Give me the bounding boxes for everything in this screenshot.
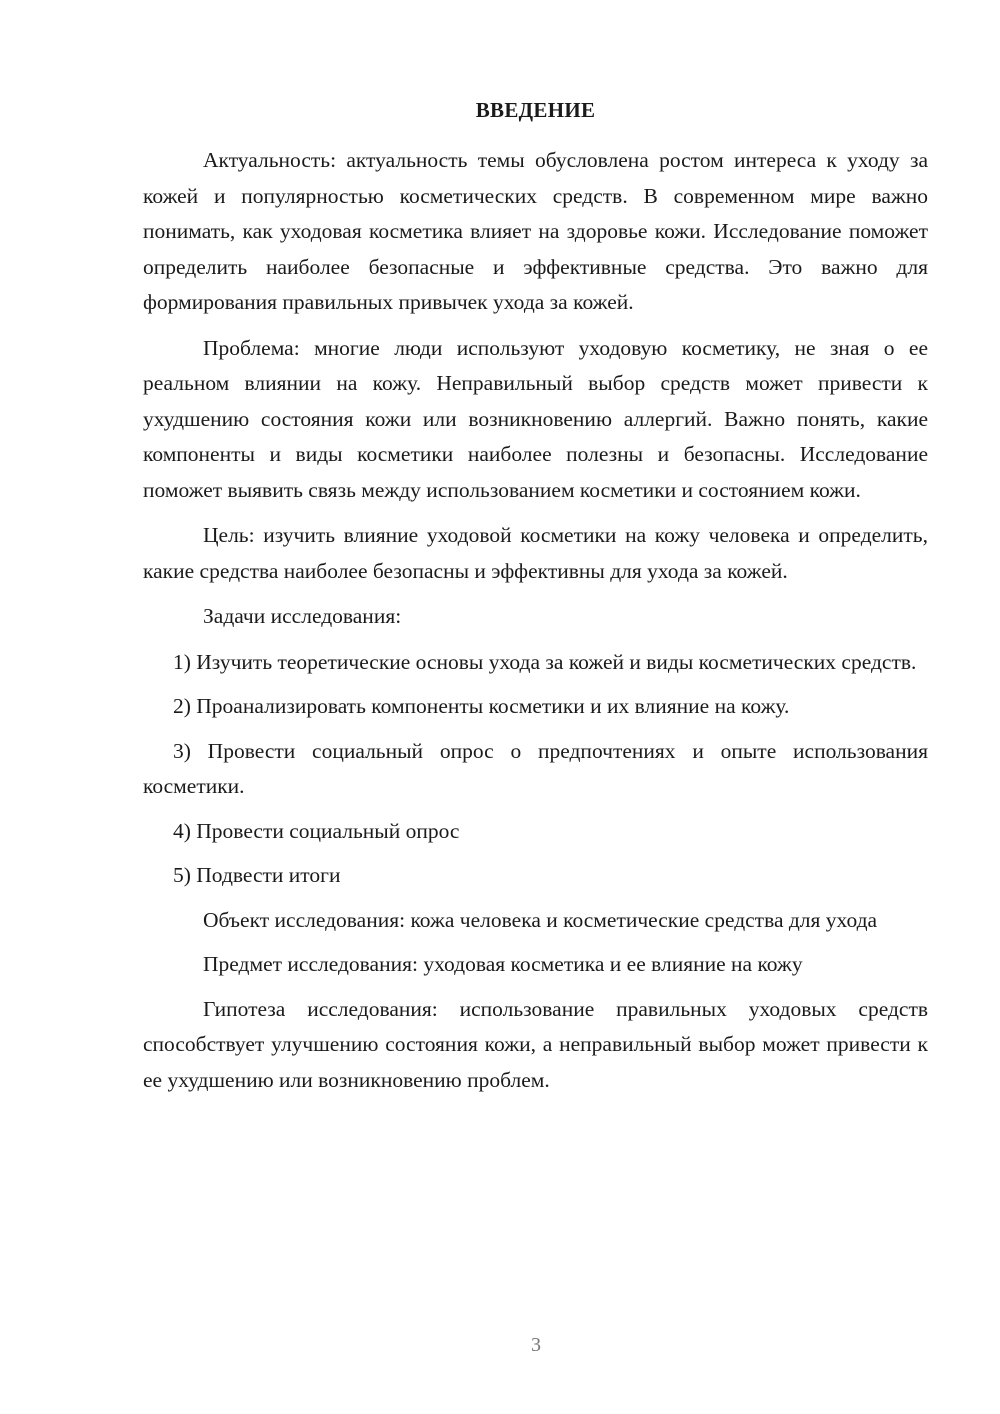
subject-paragraph: Предмет исследования: уходовая косметика и ее влияние на кожу [203, 952, 803, 976]
task-item-2: 2) Проанализировать компоненты косметики и их влияние на кожу. [173, 694, 790, 718]
object-paragraph: Объект исследования: кожа человека и косметические средства для ухода [203, 907, 878, 932]
task-item-3: 3) Провести социальный опрос о предпочтениях и опыте использования косметики. [143, 738, 928, 798]
problem-paragraph: Проблема: многие люди используют уходовую косметику, не зная о ее реальном влиянии на кожу. Неправильный выбор средств может привести к ухудшению состояния кожи или возникновению аллергий. Важно понять, какие компоненты и виды косметики наиболее полезны и безопасны. Исследование поможет выявить связь между использованием косметики и состоянием кожи. [143, 335, 928, 502]
task-item-4: 4) Провести социальный опрос [173, 818, 460, 843]
page-number: 3 [531, 1334, 541, 1356]
hypothesis-paragraph: Гипотеза исследования: использование правильных уходовых средств способствует улучшению состояния кожи, а неправильный выбор может привести к ее ухудшению или возникновению проблем. [143, 996, 928, 1092]
task-item-5: 5) Подвести итоги [173, 863, 341, 887]
relevance-paragraph: Актуальность: актуальность темы обусловлена ростом интереса к уходу за кожей и популярностью косметических средств. В современном мире важно понимать, как уходовая косметика влияет на здоровье кожи. Исследование поможет определить наиболее безопасные и эффективные средства. Это важно для формирования правильных привычек ухода за кожей. [143, 148, 928, 314]
task-item-1: 1) Изучить теоретические основы ухода за кожей и виды косметических средств. [173, 649, 917, 674]
tasks-heading: Задачи исследования: [203, 604, 402, 628]
section-title: ВВЕДЕНИЕ [475, 98, 596, 122]
document-page [143, 95, 928, 1098]
goal-paragraph: Цель: изучить влияние уходовой косметики на кожу человека и определить, какие средства наиболее безопасны и эффективны для ухода за кожей. [143, 523, 928, 583]
